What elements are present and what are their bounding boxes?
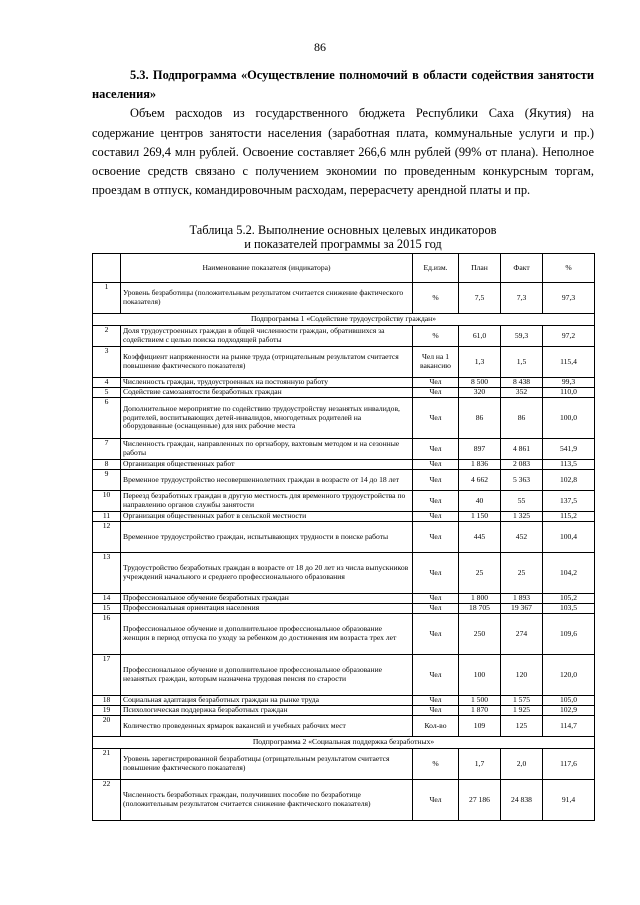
fact-cell: 8 438 <box>501 378 543 388</box>
unit-cell: Чел <box>413 553 459 594</box>
header-fact: Факт <box>501 254 543 283</box>
percent-cell: 102,9 <box>543 706 595 716</box>
table-row <box>93 283 595 314</box>
table-row <box>93 594 595 604</box>
fact-cell: 452 <box>501 522 543 553</box>
row-number: 10 <box>93 491 121 512</box>
percent-cell: 100,0 <box>543 398 595 439</box>
percent-cell: 103,5 <box>543 604 595 614</box>
unit-cell: % <box>413 326 459 347</box>
table-header-row <box>93 254 595 283</box>
unit-cell: Чел <box>413 512 459 522</box>
percent-cell: 114,7 <box>543 716 595 737</box>
unit-cell: Чел на 1 вакансию <box>413 347 459 378</box>
percent-cell: 115,2 <box>543 512 595 522</box>
table-row <box>93 512 595 522</box>
fact-cell: 1 893 <box>501 594 543 604</box>
row-number: 18 <box>93 696 121 706</box>
plan-cell: 4 662 <box>459 470 501 491</box>
percent-cell: 105,2 <box>543 594 595 604</box>
percent-cell: 97,3 <box>543 283 595 314</box>
row-number: 2 <box>93 326 121 347</box>
fact-cell: 4 861 <box>501 439 543 460</box>
indicator-name: Количество проведенных ярмарок вакансий и учебных рабочих мест <box>121 716 413 737</box>
table-body <box>93 283 595 821</box>
table-row <box>93 553 595 594</box>
section-heading: 5.3. Подпрограмма «Осуществление полномочий в области содействия занятости населения» <box>92 68 594 102</box>
table-row <box>93 706 595 716</box>
unit-cell: Чел <box>413 398 459 439</box>
plan-cell: 86 <box>459 398 501 439</box>
percent-cell: 137,5 <box>543 491 595 512</box>
table-row <box>93 388 595 398</box>
section-paragraph: Объем расходов из государственного бюджета Республики Саха (Якутия) на содержание центров занятости населения (заработная плата, коммунальные услуги и пр.) составил 269,4 млн рублей. Освоение составляет 266,6 млн рублей (99% от плана). Неполное освоение средств связано с получением экономии по проведенным конкурсным торгам, проездам в отпуск, командировочным расходам, перерасчету арендной платы и пр. <box>92 106 594 198</box>
row-number: 8 <box>93 460 121 470</box>
row-number: 20 <box>93 716 121 737</box>
fact-cell: 7,3 <box>501 283 543 314</box>
fact-cell: 2 083 <box>501 460 543 470</box>
unit-cell: Чел <box>413 470 459 491</box>
percent-cell: 120,0 <box>543 655 595 696</box>
fact-cell: 1,5 <box>501 347 543 378</box>
table-row <box>93 716 595 737</box>
table-row <box>93 326 595 347</box>
unit-cell: Чел <box>413 522 459 553</box>
row-number: 13 <box>93 553 121 594</box>
indicator-name: Профессиональное обучение безработных граждан <box>121 594 413 604</box>
percent-cell: 115,4 <box>543 347 595 378</box>
plan-cell: 1 870 <box>459 706 501 716</box>
table-row <box>93 439 595 460</box>
plan-cell: 445 <box>459 522 501 553</box>
fact-cell: 1 925 <box>501 706 543 716</box>
unit-cell: Чел <box>413 594 459 604</box>
plan-cell: 7,5 <box>459 283 501 314</box>
row-number: 14 <box>93 594 121 604</box>
percent-cell: 109,6 <box>543 614 595 655</box>
percent-cell: 91,4 <box>543 780 595 821</box>
unit-cell: Чел <box>413 460 459 470</box>
fact-cell: 1 575 <box>501 696 543 706</box>
unit-cell: Чел <box>413 388 459 398</box>
unit-cell: Чел <box>413 696 459 706</box>
table-subtitle-row <box>93 737 595 749</box>
row-number: 17 <box>93 655 121 696</box>
indicator-name: Содействие самозанятости безработных граждан <box>121 388 413 398</box>
fact-cell: 2,0 <box>501 749 543 780</box>
plan-cell: 8 500 <box>459 378 501 388</box>
unit-cell: % <box>413 749 459 780</box>
percent-cell: 97,2 <box>543 326 595 347</box>
plan-cell: 897 <box>459 439 501 460</box>
table-row <box>93 347 595 378</box>
row-number: 11 <box>93 512 121 522</box>
row-number: 15 <box>93 604 121 614</box>
percent-cell: 99,3 <box>543 378 595 388</box>
plan-cell: 1 150 <box>459 512 501 522</box>
page-number: 86 <box>314 40 326 54</box>
table-row <box>93 614 595 655</box>
table-row <box>93 604 595 614</box>
indicator-name: Уровень безработицы (положительным результатом считается снижение фактического показателя) <box>121 283 413 314</box>
percent-cell: 541,9 <box>543 439 595 460</box>
unit-cell: % <box>413 283 459 314</box>
indicator-name: Доля трудоустроенных граждан в общей численности граждан, обратившихся за содействием с целью поиска подходящей работы <box>121 326 413 347</box>
plan-cell: 61,0 <box>459 326 501 347</box>
table-caption <box>92 223 594 251</box>
table-caption-line-2: и показателей программы за 2015 год <box>244 237 442 251</box>
row-number: 12 <box>93 522 121 553</box>
indicator-name: Организация общественных работ в сельской местности <box>121 512 413 522</box>
percent-cell: 105,0 <box>543 696 595 706</box>
indicator-name: Переезд безработных граждан в другую местность для временного трудоустройства по направлению органов службы занятости <box>121 491 413 512</box>
plan-cell: 1 500 <box>459 696 501 706</box>
indicator-name: Психологическая поддержка безработных граждан <box>121 706 413 716</box>
indicator-name: Коэффициент напряженности на рынке труда (отрицательным результатом считается повышение фактического показателя) <box>121 347 413 378</box>
indicator-name: Организация общественных работ <box>121 460 413 470</box>
indicator-name: Социальная адаптация безработных граждан на рынке труда <box>121 696 413 706</box>
indicator-name: Профессиональное обучение и дополнительное профессиональное образование женщин в период отпуска по уходу за ребенком до достижения им возраста трех лет <box>121 614 413 655</box>
percent-cell: 102,8 <box>543 470 595 491</box>
table-row <box>93 522 595 553</box>
unit-cell: Чел <box>413 706 459 716</box>
indicator-name: Трудоустройство безработных граждан в возрасте от 18 до 20 лет из числа выпускников учреждений начального и среднего профессионального образования <box>121 553 413 594</box>
plan-cell: 250 <box>459 614 501 655</box>
percent-cell: 100,4 <box>543 522 595 553</box>
percent-cell: 113,5 <box>543 460 595 470</box>
subprogram-title: Подпрограмма 1 «Содействие трудоустройству граждан» <box>93 314 595 326</box>
plan-cell: 1 800 <box>459 594 501 604</box>
unit-cell: Чел <box>413 491 459 512</box>
row-number: 9 <box>93 470 121 491</box>
plan-cell: 1,7 <box>459 749 501 780</box>
fact-cell: 352 <box>501 388 543 398</box>
header-unit: Ед.изм. <box>413 254 459 283</box>
row-number: 7 <box>93 439 121 460</box>
fact-cell: 24 838 <box>501 780 543 821</box>
indicator-name: Профессиональное обучение и дополнительное профессиональное образование незанятых граждан, которым назначена трудовая пенсия по старости <box>121 655 413 696</box>
fact-cell: 120 <box>501 655 543 696</box>
fact-cell: 55 <box>501 491 543 512</box>
fact-cell: 59,3 <box>501 326 543 347</box>
unit-cell: Чел <box>413 780 459 821</box>
unit-cell: Чел <box>413 614 459 655</box>
table-row <box>93 378 595 388</box>
fact-cell: 25 <box>501 553 543 594</box>
plan-cell: 18 705 <box>459 604 501 614</box>
indicator-name: Временное трудоустройство граждан, испытывающих трудности в поиске работы <box>121 522 413 553</box>
indicator-name: Численность безработных граждан, получивших пособие по безработице (положительным результатом считается снижение фактического показателя) <box>121 780 413 821</box>
table-row <box>93 780 595 821</box>
plan-cell: 1,3 <box>459 347 501 378</box>
subprogram-title: Подпрограмма 2 «Социальная поддержка безработных» <box>93 737 595 749</box>
table-caption-line-1: Таблица 5.2. Выполнение основных целевых индикаторов <box>189 223 497 237</box>
table-row <box>93 655 595 696</box>
table-subtitle-row <box>93 314 595 326</box>
unit-cell: Кол-во <box>413 716 459 737</box>
row-number: 19 <box>93 706 121 716</box>
indicator-name: Дополнительное мероприятие по содействию трудоустройству незанятых инвалидов, родителей, воспитывающих детей-инвалидов, многодетных родителей на оборудованные (оснащенные) для них рабочие места <box>121 398 413 439</box>
table-row <box>93 398 595 439</box>
table-row <box>93 470 595 491</box>
plan-cell: 1 836 <box>459 460 501 470</box>
indicator-name: Численность граждан, направленных по оргнабору, вахтовым методом и на сезонные работы <box>121 439 413 460</box>
fact-cell: 274 <box>501 614 543 655</box>
percent-cell: 117,6 <box>543 749 595 780</box>
plan-cell: 100 <box>459 655 501 696</box>
row-number: 22 <box>93 780 121 821</box>
fact-cell: 86 <box>501 398 543 439</box>
fact-cell: 1 325 <box>501 512 543 522</box>
unit-cell: Чел <box>413 604 459 614</box>
row-number: 21 <box>93 749 121 780</box>
plan-cell: 109 <box>459 716 501 737</box>
fact-cell: 19 367 <box>501 604 543 614</box>
row-number: 5 <box>93 388 121 398</box>
indicator-name: Профессиональная ориентация населения <box>121 604 413 614</box>
table-row <box>93 749 595 780</box>
percent-cell: 110,0 <box>543 388 595 398</box>
fact-cell: 125 <box>501 716 543 737</box>
header-plan: План <box>459 254 501 283</box>
percent-cell: 104,2 <box>543 553 595 594</box>
header-num <box>93 254 121 283</box>
row-number: 4 <box>93 378 121 388</box>
row-number: 16 <box>93 614 121 655</box>
row-number: 6 <box>93 398 121 439</box>
plan-cell: 320 <box>459 388 501 398</box>
indicator-name: Уровень зарегистрированной безработицы (отрицательным результатом считается повышение фактического показателя) <box>121 749 413 780</box>
plan-cell: 40 <box>459 491 501 512</box>
indicator-name: Временное трудоустройство несовершеннолетних граждан в возрасте от 14 до 18 лет <box>121 470 413 491</box>
header-name: Наименование показателя (индикатора) <box>121 254 413 283</box>
plan-cell: 25 <box>459 553 501 594</box>
indicator-name: Численность граждан, трудоустроенных на постоянную работу <box>121 378 413 388</box>
table-row <box>93 491 595 512</box>
fact-cell: 5 363 <box>501 470 543 491</box>
unit-cell: Чел <box>413 378 459 388</box>
table-row <box>93 460 595 470</box>
section-text <box>92 66 594 200</box>
row-number: 3 <box>93 347 121 378</box>
unit-cell: Чел <box>413 439 459 460</box>
indicators-table <box>92 253 595 821</box>
header-pct: % <box>543 254 595 283</box>
row-number: 1 <box>93 283 121 314</box>
unit-cell: Чел <box>413 655 459 696</box>
table-row <box>93 696 595 706</box>
plan-cell: 27 186 <box>459 780 501 821</box>
